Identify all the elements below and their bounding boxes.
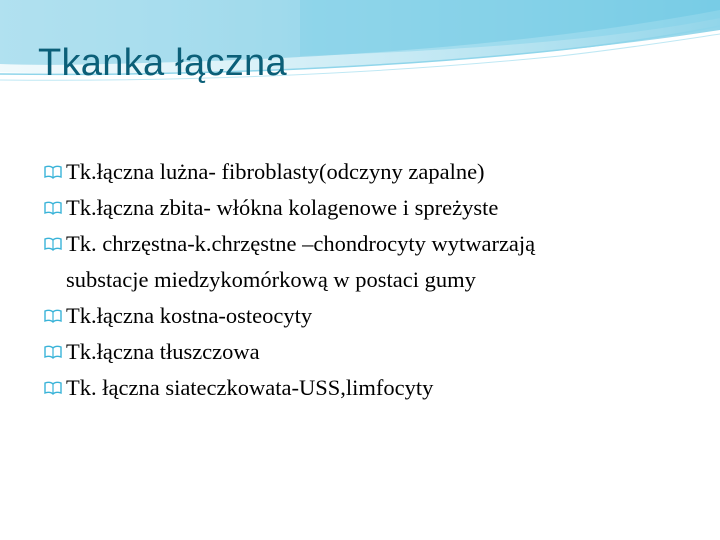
book-icon <box>44 237 62 251</box>
book-icon <box>44 309 62 323</box>
book-icon <box>44 381 62 395</box>
list-item <box>44 298 704 334</box>
bullet-text: Tk.łączna kostna-osteocyty <box>66 303 313 328</box>
bullet-text: Tk.łączna tłuszczowa <box>66 339 260 364</box>
bullet-text: Tk. łączna siateczkowata-USS,limfocyty <box>66 375 434 400</box>
slide-title: Tkanka łączna <box>38 42 287 84</box>
bullet-list <box>44 154 704 406</box>
list-item <box>44 154 704 190</box>
bullet-text: Tk. chrzęstna-k.chrzęstne –chondrocyty wytwarzają <box>66 231 536 256</box>
book-icon <box>44 201 62 215</box>
bullet-text: Tk.łączna zbita- włókna kolagenowe i spreżyste <box>66 195 499 220</box>
list-item <box>44 334 704 370</box>
list-item <box>44 370 704 406</box>
list-item <box>44 226 704 298</box>
book-icon <box>44 165 62 179</box>
list-item <box>44 190 704 226</box>
bullet-text: Tk.łączna lużna- fibroblasty(odczyny zapalne) <box>66 159 485 184</box>
book-icon <box>44 345 62 359</box>
bullet-text-continuation: substacje miedzykomórkową w postaci gumy <box>66 267 476 292</box>
